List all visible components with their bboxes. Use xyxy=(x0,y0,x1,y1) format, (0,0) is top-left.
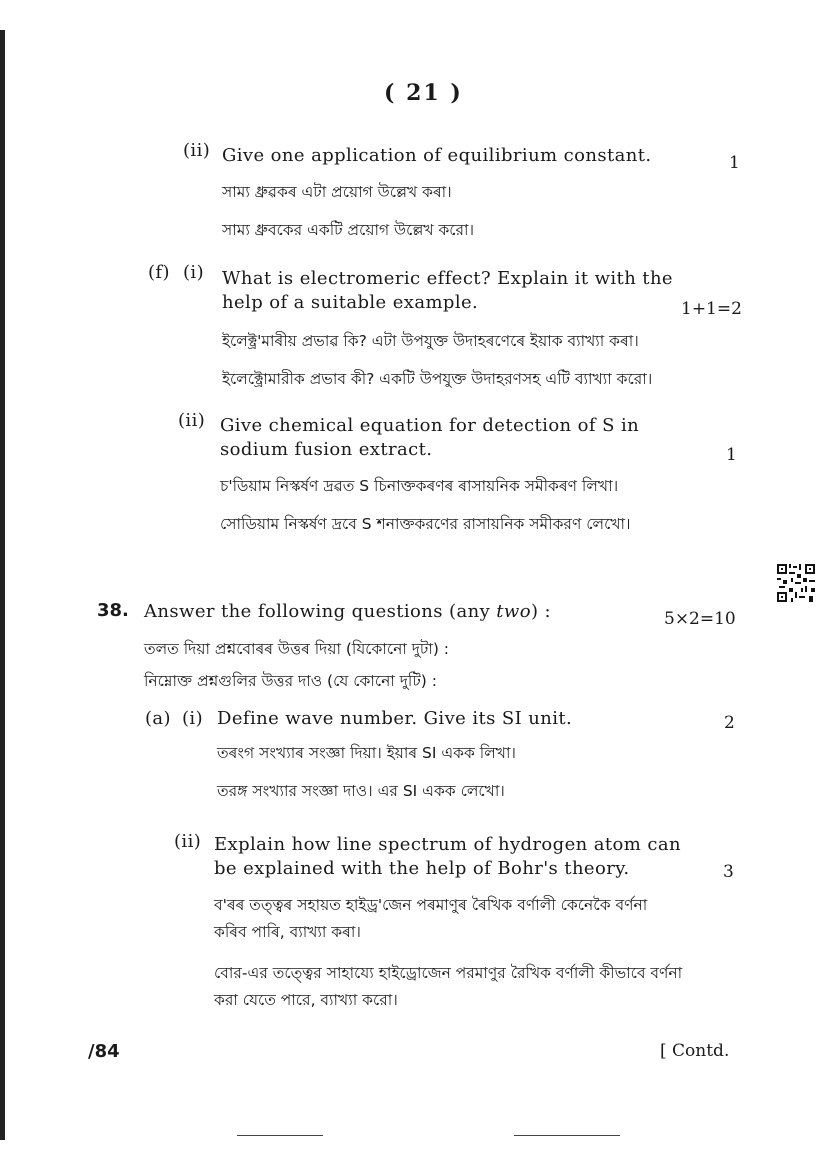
question-marks: 1 xyxy=(729,153,740,173)
page-binding-edge xyxy=(0,30,5,1140)
question-text-en: Answer the following questions (any two) : xyxy=(144,601,551,622)
question-text-assamese: তলত দিয়া প্ৰশ্নবোৰৰ উত্তৰ দিয়া (যিকোনো দুটা) : xyxy=(144,640,450,658)
question-text-assamese: তৰংগ সংখ্যাৰ সংজ্ঞা দিয়া। ইয়াৰ SI একক লিখা। xyxy=(217,744,516,762)
question-text-en: Define wave number. Give its SI unit. xyxy=(217,708,573,729)
question-marks: 1+1=2 xyxy=(681,299,742,319)
question-text-assamese: ব'ৰৰ তত্ত্বৰ সহায়ত হাইড্ৰ'জেন পৰমাণুৰ ৰৈখিক বৰ্ণালী কেনেকৈ বৰ্ণনা xyxy=(214,896,648,914)
bottom-rule xyxy=(514,1135,620,1136)
question-text-en: be explained with the help of Bohr's theory. xyxy=(214,858,630,879)
question-text-en: Give chemical equation for detection of S in xyxy=(220,415,640,436)
question-label: (i) xyxy=(182,708,204,729)
question-marks: 2 xyxy=(724,713,735,733)
question-text-assamese: কৰিব পাৰি, ব্যাখ্যা কৰা। xyxy=(214,923,361,941)
paper-code: /84 xyxy=(88,1041,120,1062)
question-label: (i) xyxy=(183,262,205,283)
continued-note: [ Contd. xyxy=(660,1041,730,1061)
question-text-en: sodium fusion extract. xyxy=(220,439,433,460)
question-label: (ii) xyxy=(178,410,206,431)
question-number: 38. xyxy=(97,600,129,621)
question-text-en: What is electromeric effect? Explain it with the xyxy=(222,268,673,289)
question-text-assamese: সাম্য ধ্ৰুৱকৰ এটা প্ৰয়োগ উল্লেখ কৰা। xyxy=(222,183,452,201)
section-label: (a) xyxy=(145,708,171,729)
question-text-assamese: ইলেক্ট্ৰ'মাৰীয় প্ৰভাৱ কি? এটা উপযুক্ত উদাহৰণেৰে ইয়াক ব্যাখ্যা কৰা। xyxy=(222,332,639,350)
question-label: (ii) xyxy=(174,831,202,852)
bottom-rule xyxy=(237,1135,323,1136)
question-text-bengali: সোডিয়াম নিস্কর্ষণ দ্রবে S শনাক্তকরণের রাসায়নিক সমীকরণ লেখো। xyxy=(220,515,631,533)
question-text-bengali: সাম্য ধ্রুবকের একটি প্রয়োগ উল্লেখ করো। xyxy=(222,221,475,239)
question-text-assamese: চ'ডিয়াম নিস্কৰ্ষণ দ্ৰৱত S চিনাক্তকৰণৰ ৰাসায়নিক সমীকৰণ লিখা। xyxy=(220,477,619,495)
question-text-bengali: ইলেক্ট্রোমারীক প্রভাব কী? একটি উপযুক্ত উদাহরণসহ এটি ব্যাখ্যা করো। xyxy=(222,370,653,388)
question-text-bengali: নিম্নোক্ত প্রশ্নগুলির উত্তর দাও (যে কোনো দুটি) : xyxy=(144,672,437,690)
qr-code-icon xyxy=(777,564,815,602)
question-label: (ii) xyxy=(183,140,211,161)
question-text-bengali: করা যেতে পারে, ব্যাখ্যা করো। xyxy=(214,991,398,1009)
question-text-bengali: তরঙ্গ সংখ্যার সংজ্ঞা দাও। এর SI একক লেখো। xyxy=(217,782,505,800)
question-marks: 3 xyxy=(723,862,734,882)
question-text-bengali: বোর-এর তত্ত্বের সাহায্যে হাইড্রোজেন পরমাণুর রৈখিক বর্ণালী কীভাবে বর্ণনা xyxy=(214,964,683,982)
question-marks: 1 xyxy=(726,445,737,465)
question-text-en: Explain how line spectrum of hydrogen atom can xyxy=(214,834,681,855)
page-number: ( 21 ) xyxy=(384,80,463,106)
question-marks: 5×2=10 xyxy=(664,609,736,629)
section-label: (f) xyxy=(148,262,170,283)
question-text-en: help of a suitable example. xyxy=(222,292,479,313)
question-text-en: Give one application of equilibrium constant. xyxy=(222,145,652,166)
